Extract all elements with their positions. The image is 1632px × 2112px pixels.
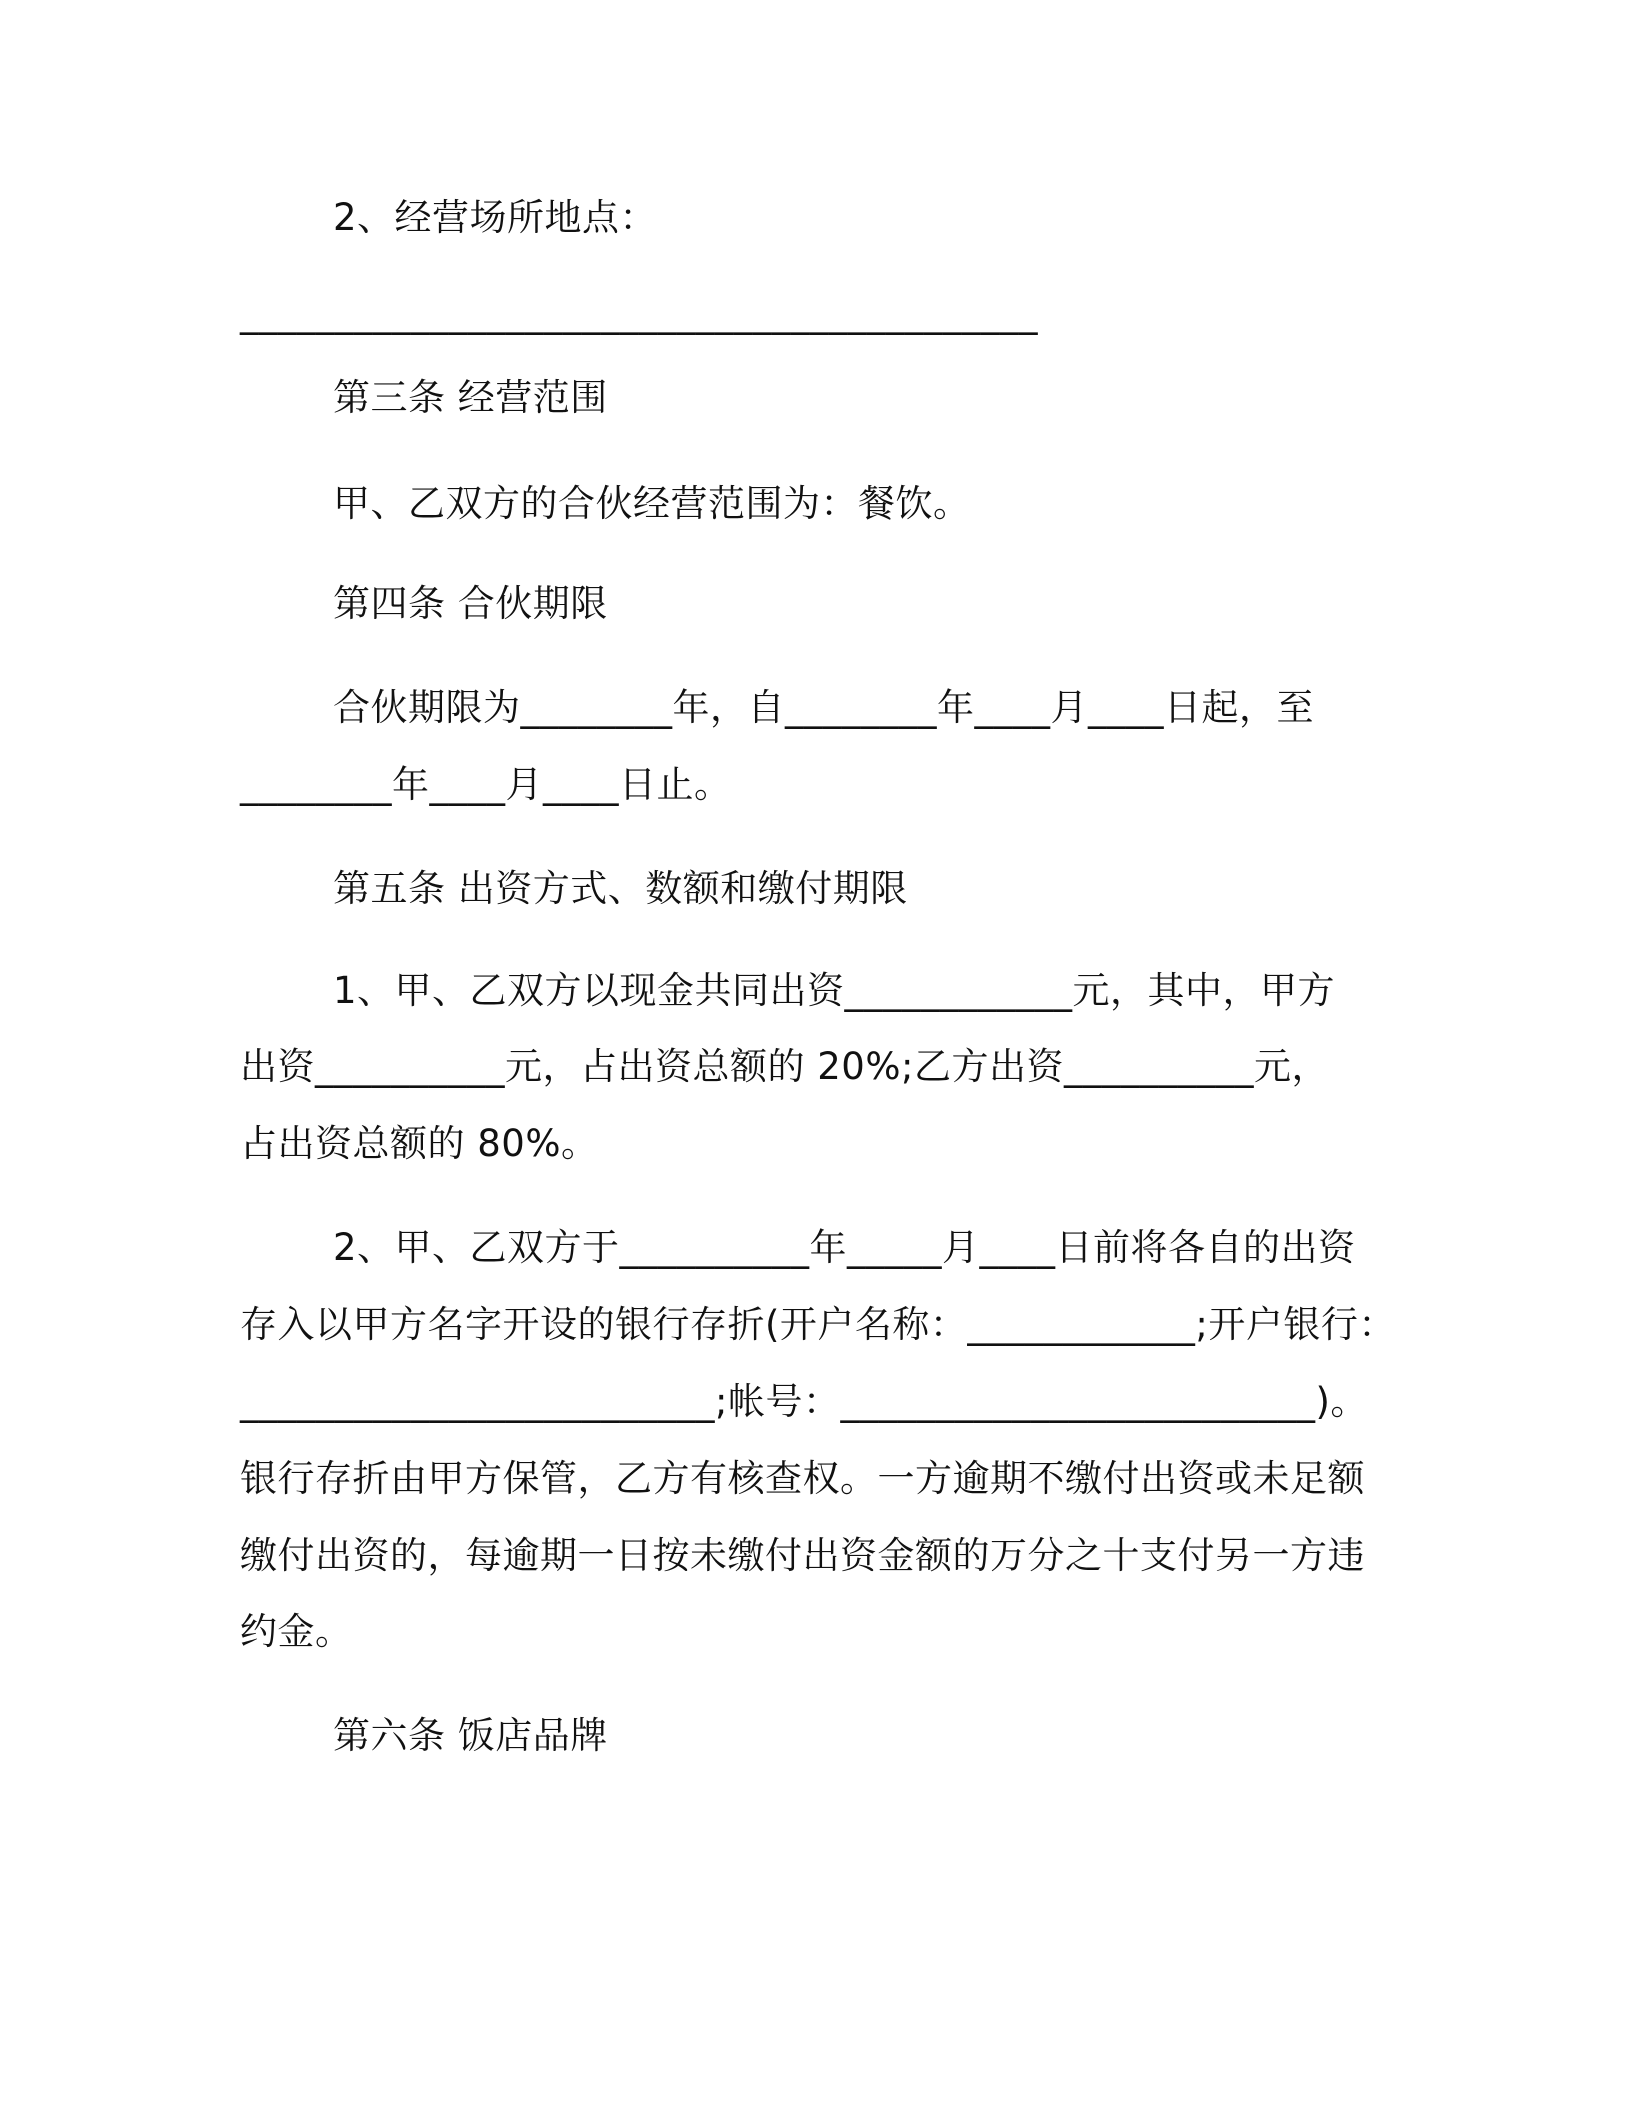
article-3-heading: 第三条 经营范围 — [333, 376, 608, 419]
address-blank-line: __________________________________________ — [240, 292, 1038, 335]
article-5-item-1-line-1: 1、甲、乙双方以现金共同出资____________元，其中，甲方 — [333, 969, 1336, 1012]
article-3-text: 甲、乙双方的合伙经营范围为：餐饮。 — [333, 482, 971, 525]
article-6-heading: 第六条 饭店品牌 — [333, 1714, 608, 1757]
article-5-heading: 第五条 出资方式、数额和缴付期限 — [333, 867, 908, 910]
article-4-text-line-1: 合伙期限为________年，自________年____月____日起，至 — [333, 686, 1314, 729]
article-5-item-2-line-2: 存入以甲方名字开设的银行存折(开户名称：____________;开户银行： — [240, 1303, 1396, 1346]
article-5-item-2-line-4: 银行存折由甲方保管，乙方有核查权。一方逾期不缴付出资或未足额 — [240, 1457, 1365, 1500]
article-5-item-2-line-5: 缴付出资的，每逾期一日按未缴付出资金额的万分之十支付另一方违 — [240, 1534, 1365, 1577]
article-4-heading: 第四条 合伙期限 — [333, 582, 608, 625]
article-5-item-1-line-2: 出资__________元，占出资总额的 20%;乙方出资__________元， — [240, 1045, 1329, 1088]
article-5-item-2-line-3: _________________________;帐号：_________________________)。 — [240, 1380, 1368, 1423]
article-5-item-2-line-1: 2、甲、乙双方于__________年_____月____日前将各自的出资 — [333, 1226, 1356, 1269]
article-4-text-line-2: ________年____月____日止。 — [240, 763, 732, 806]
clause-2-business-location: 2、经营场所地点： — [333, 196, 658, 239]
article-5-item-1-line-3: 占出资总额的 80%。 — [240, 1122, 599, 1165]
article-5-item-2-line-6: 约金。 — [240, 1610, 353, 1653]
